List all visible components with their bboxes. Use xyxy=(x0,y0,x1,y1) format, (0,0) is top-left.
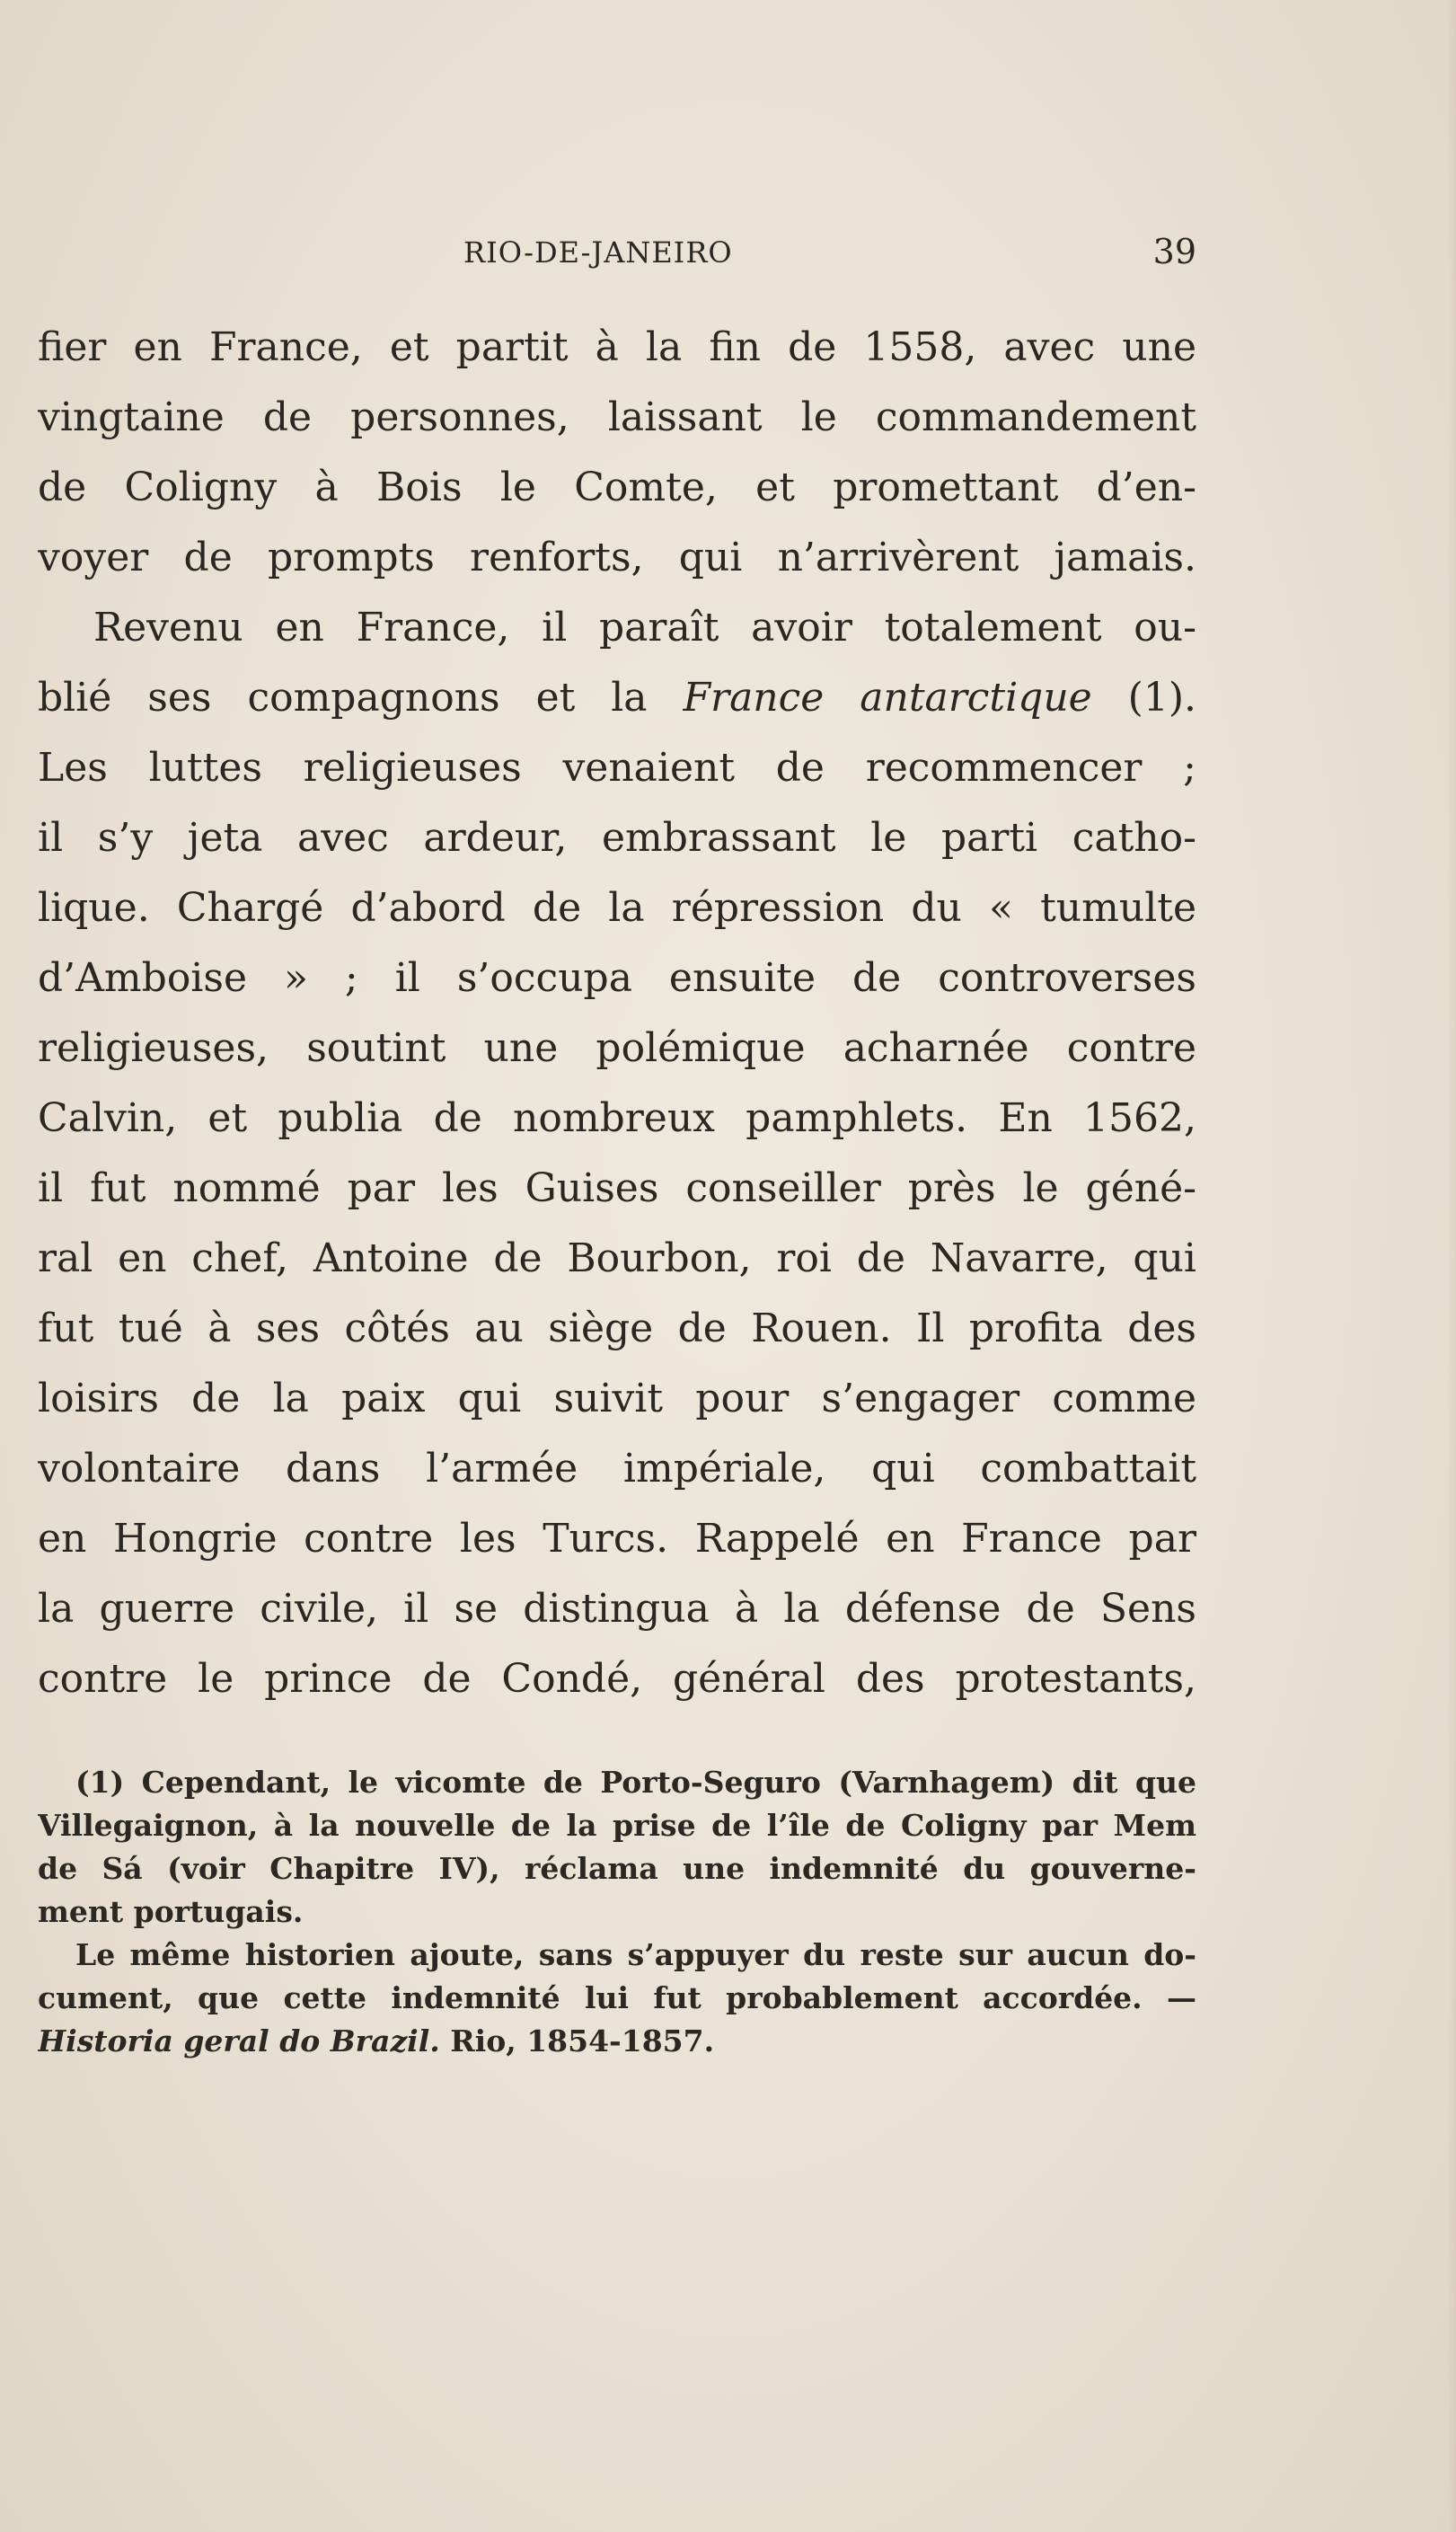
text-line: lique. Chargé d’abord de la répression du « tumulte xyxy=(38,885,1196,931)
text-line: de Coligny à Bois le Comte, et promettant d’en- xyxy=(38,465,1196,510)
text-line: religieuses, soutint une polémique acharnée contre xyxy=(38,1025,1196,1071)
footnote-line xyxy=(38,2020,1196,2063)
text-line: d’Amboise » ; il s’occupa ensuite de controverses xyxy=(38,955,1196,1001)
text-line: ral en chef, Antoine de Bourbon, roi de Navarre, qui xyxy=(38,1235,1196,1281)
running-title: RIO-DE-JANEIRO xyxy=(463,235,733,270)
text-line: Revenu en France, il paraît avoir totalement ou- xyxy=(93,605,1196,651)
italic-title: Historia geral do Brazil. xyxy=(38,2023,440,2058)
text-line: il s’y jeta avec ardeur, embrassant le parti catho- xyxy=(38,815,1196,861)
text-segment: Rio, 1854-1857. xyxy=(439,2023,715,2058)
text-line: contre le prince de Condé, général des protestants, xyxy=(38,1656,1196,1702)
footnote-ref: (1). xyxy=(1091,675,1196,721)
page-edge-shadow xyxy=(1447,0,1456,2532)
text-line: il fut nommé par les Guises conseiller près le géné- xyxy=(38,1165,1196,1211)
text-line: voyer de prompts renforts, qui n’arrivèrent jamais. xyxy=(38,535,1196,580)
footnote-line: de Sá (voir Chapitre IV), réclama une indemnité du gouverne- xyxy=(38,1851,1196,1886)
footnote-line: ment portugais. xyxy=(38,1894,304,1929)
footnote-line: Villegaignon, à la nouvelle de la prise de l’île de Coligny par Mem xyxy=(38,1808,1196,1843)
text-segment: blié ses compagnons et la xyxy=(38,675,684,721)
text-line: fier en France, et partit à la fin de 1558, avec une xyxy=(38,324,1196,370)
text-line: Calvin, et publia de nombreux pamphlets. En 1562, xyxy=(38,1095,1196,1141)
text-line: fut tué à ses côtés au siège de Rouen. Il profita des xyxy=(38,1306,1196,1351)
page-header xyxy=(38,232,1196,280)
footnote-line: (1) Cependant, le vicomte de Porto-Seguro (Varnhagem) dit que xyxy=(75,1765,1196,1800)
footnotes xyxy=(38,1761,1196,2063)
italic-title: France antarctique xyxy=(683,675,1092,721)
text-line: loisirs de la paix qui suivit pour s’engager comme xyxy=(38,1376,1196,1421)
text-line: vingtaine de personnes, laissant le commandement xyxy=(38,394,1196,440)
footnote-line: Le même historien ajoute, sans s’appuyer du reste sur aucun do- xyxy=(75,1937,1196,1972)
page-number: 39 xyxy=(1152,232,1196,271)
text-line: volontaire dans l’armée impériale, qui combattait xyxy=(38,1446,1196,1492)
text-line: la guerre civile, il se distingua à la défense de Sens xyxy=(38,1586,1196,1632)
text-line: en Hongrie contre les Turcs. Rappelé en France par xyxy=(38,1516,1196,1562)
text-line: Les luttes religieuses venaient de recommencer ; xyxy=(38,745,1196,791)
footnote-line: cument, que cette indemnité lui fut probablement accordée. — xyxy=(38,1980,1196,2015)
main-text xyxy=(38,313,1196,1714)
text-line xyxy=(38,663,1196,733)
